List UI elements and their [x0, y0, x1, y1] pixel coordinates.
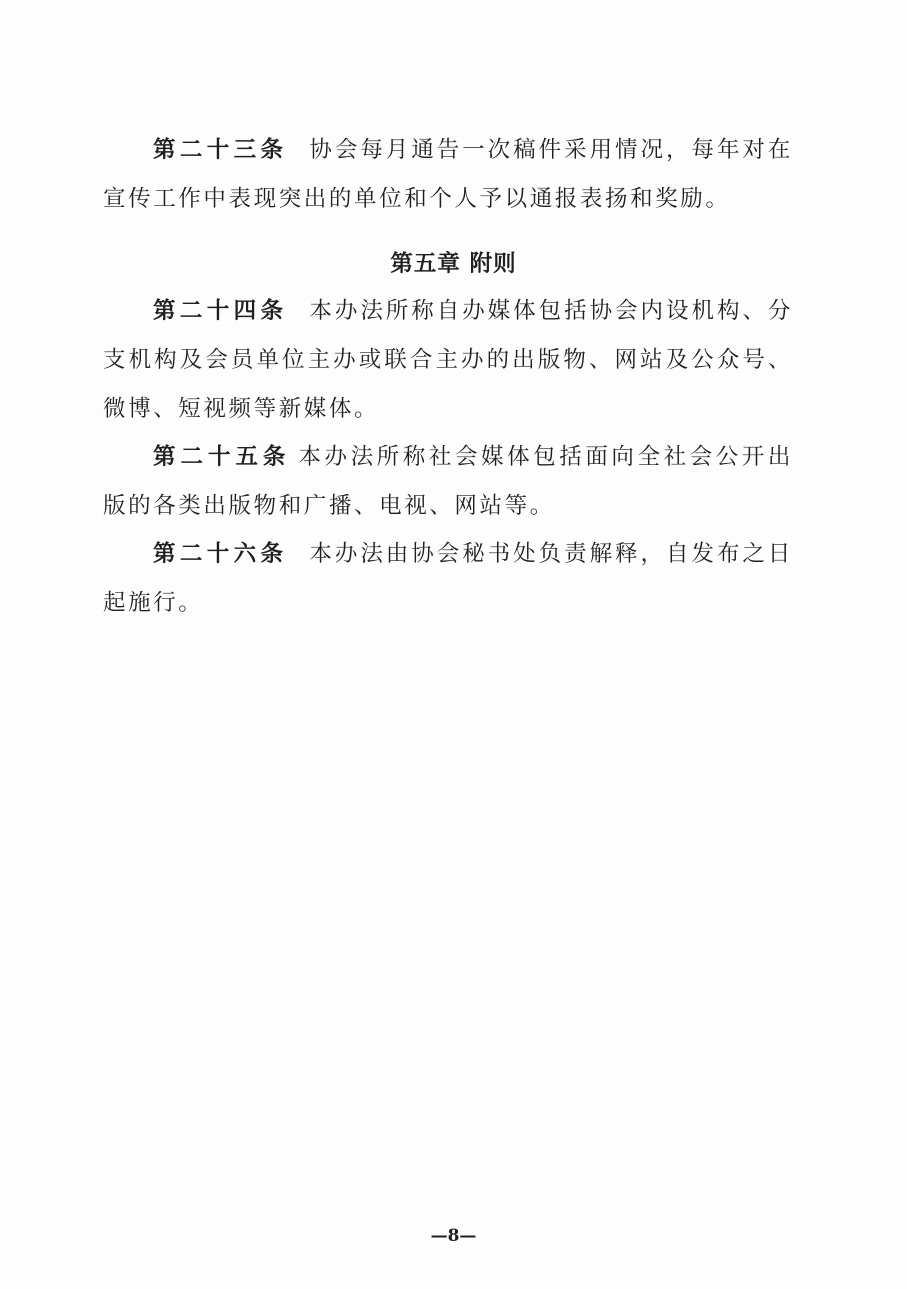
article-23-text: 协会每月通告一次稿件采用情况，每年对在宣传工作中表现突出的单位和个人予以通报表扬和奖励。 [103, 137, 793, 212]
article-23 [103, 126, 793, 224]
chapter-title: 第五章 附则 [390, 251, 517, 277]
article-26-number: 第二十六条 [153, 541, 288, 567]
page-number: —8— [430, 1226, 477, 1246]
article-24-text: 本办法所称自办媒体包括协会内设机构、分支机构及会员单位主办或联合主办的出版物、网站及公众号、微博、短视频等新媒体。 [103, 298, 793, 422]
article-25-text: 本办法所称社会媒体包括面向全社会公开出版的各类出版物和广播、电视、网站等。 [103, 444, 793, 519]
article-23-number: 第二十三条 [153, 137, 288, 163]
article-26 [103, 530, 793, 628]
article-26-text: 本办法由协会秘书处负责解释，自发布之日起施行。 [103, 541, 793, 616]
article-25-number: 第二十五条 [153, 444, 291, 470]
article-25 [103, 433, 793, 531]
article-24 [103, 287, 793, 434]
article-24-number: 第二十四条 [153, 298, 288, 324]
